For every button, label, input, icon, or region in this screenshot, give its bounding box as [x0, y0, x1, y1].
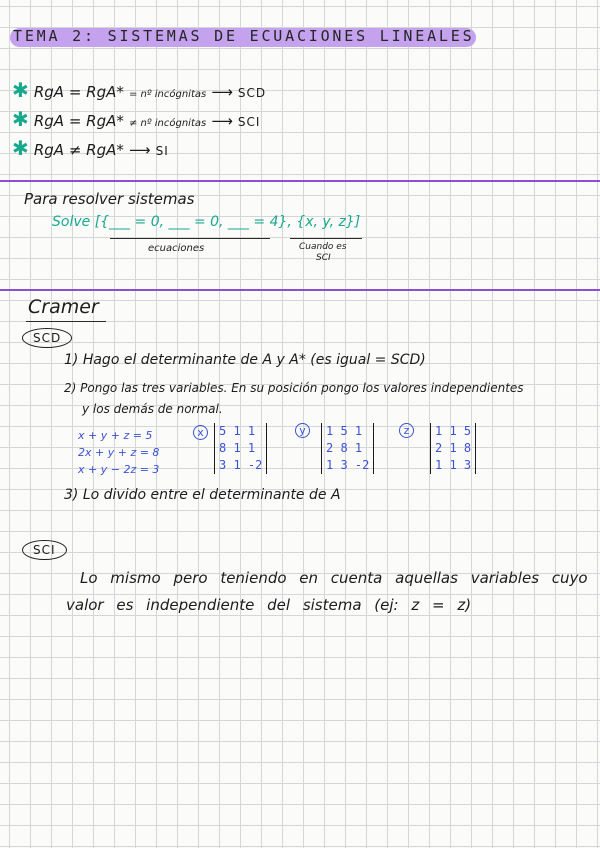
arrow-icon: ⟶ [211, 83, 233, 101]
step-2-line-2: y los demás de normal. [82, 402, 223, 416]
matrix-row: 1 3 -2 [326, 458, 370, 472]
rule-result: SI [155, 144, 169, 158]
sci-label: SCI [22, 540, 67, 560]
matrix-z [430, 423, 476, 474]
label-cuando-es: Cuando es [299, 242, 347, 252]
rule-result: SCI [237, 115, 261, 129]
arrow-icon: ⟶ [211, 112, 233, 130]
matrix-row: 1 1 3 [435, 458, 472, 472]
step-1: 1) Hago el determinante de A y A* (es igual = SCD) [64, 352, 426, 368]
matrix-row: 2 1 8 [435, 441, 472, 455]
matrix-x [214, 423, 267, 474]
rule-scd [12, 78, 266, 102]
cramer-heading: Cramer [28, 296, 99, 318]
rule-lhs: RgA = RgA* [33, 83, 124, 101]
equation: x + y − 2z = 3 [78, 463, 160, 476]
variable-y-icon: y [295, 423, 310, 438]
asterisk-icon: ✱ [12, 136, 29, 160]
matrix-row: 2 8 1 [326, 441, 363, 455]
variable-z-icon: z [399, 423, 414, 438]
underline [26, 321, 106, 322]
section-divider [0, 180, 600, 182]
matrix-y [321, 423, 374, 474]
matrix-row: 8 1 1 [219, 441, 256, 455]
equation: 2x + y + z = 8 [78, 446, 160, 459]
equation: x + y + z = 5 [78, 429, 153, 442]
arrow-icon: ⟶ [128, 141, 151, 159]
system-equations [78, 427, 159, 478]
asterisk-icon: ✱ [12, 78, 29, 102]
sci-line-1: Lo mismo pero teniendo en cuenta aquellas variables cuyo [80, 569, 588, 587]
underline [290, 238, 362, 239]
matrix-row: 1 1 5 [435, 424, 472, 438]
rule-lhs: RgA ≠ RgA* [33, 141, 124, 159]
asterisk-icon: ✱ [12, 107, 29, 131]
matrix-row: 3 1 -2 [219, 458, 263, 472]
rule-cond: ≠ nº incógnitas [128, 118, 207, 129]
rule-result: SCD [237, 86, 267, 100]
matrix-row: 5 1 1 [219, 424, 256, 438]
rule-si [12, 136, 169, 160]
matrix-row: 1 5 1 [326, 424, 363, 438]
step-2-line-1: 2) Pongo las tres variables. En su posición pongo los valores independientes [64, 381, 524, 395]
step-3: 3) Lo divido entre el determinante de A [64, 487, 341, 503]
rule-sci [12, 107, 260, 131]
section-divider [0, 289, 600, 291]
sci-line-2: valor es independiente del sistema (ej: z = z) [66, 596, 472, 614]
page-title: TEMA 2: SISTEMAS DE ECUACIONES LINEALES [13, 27, 475, 45]
variable-x-icon: x [193, 425, 208, 440]
rule-cond: = nº incógnitas [128, 89, 207, 100]
label-ecuaciones: ecuaciones [148, 243, 205, 254]
scd-label: SCD [22, 328, 72, 348]
label-sci-small: SCI [316, 253, 331, 263]
underline [110, 238, 270, 239]
solve-command: Solve [{___ = 0, ___ = 0, ___ = 4}, {x, y, z}] [52, 214, 361, 230]
rule-lhs: RgA = RgA* [33, 112, 124, 130]
resolver-intro: Para resolver sistemas [24, 190, 195, 208]
